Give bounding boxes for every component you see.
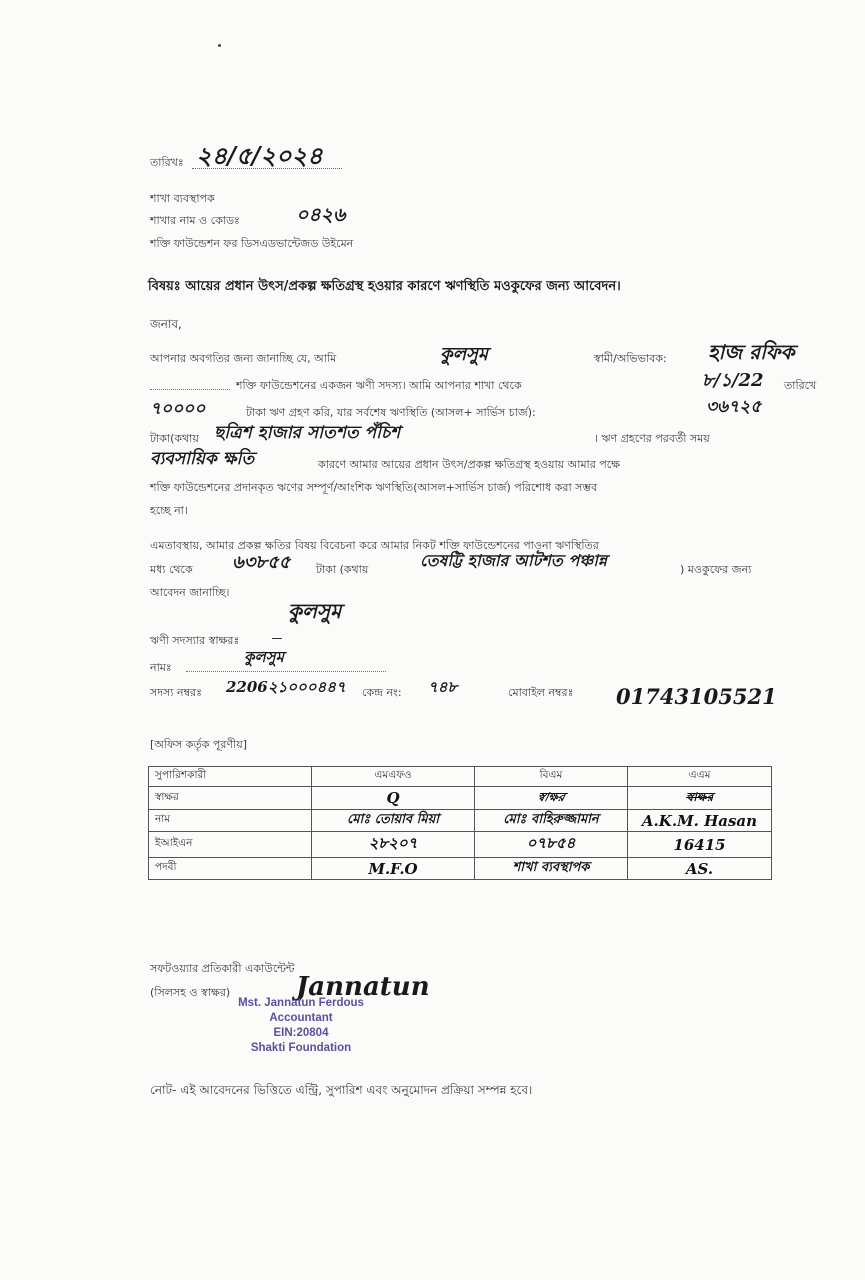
accountant-line-1: সফটওয়্যার প্রতিকারী একাউন্টেন্ট [150, 962, 295, 975]
p2-line-2b: টাকা (কথায় [316, 563, 369, 576]
body-line-2: শক্তি ফাউন্ডেশনের একজন ঋণী সদস্য। আমি আপনার শাখা থেকে [150, 377, 522, 397]
am-name: A.K.M. Hasan [628, 810, 772, 832]
date-value: ২৪/৫/২০২৪ [196, 141, 323, 170]
mfo-signature: Q [312, 787, 475, 810]
body-line-6: শক্তি ফাউন্ডেশনের প্রদানকৃত ঋণের সম্পূর্ণ/আংশিক ঋণস্থিতি(আসল+সার্ভিস চার্জ) পরিশোধ করা সম্ভব [150, 481, 598, 494]
stamp-name: Mst. Jannatun Ferdous [238, 997, 364, 1009]
mobile-number-hand: 01743105521 [616, 684, 777, 709]
footer-note: নোট- এই আবেদনের ভিত্তিতে এন্ট্রি, সুপারিশ এবং অনুমোদন প্রক্রিয়া সম্পন্ন হবে। [150, 1083, 533, 1097]
am-designation: AS. [628, 858, 772, 880]
office-row-signature [149, 787, 772, 810]
body-line-4a: টাকা(কথায় [150, 432, 199, 445]
p2-line-2a: মধ্য থেকে [150, 563, 193, 576]
member-number-hand: 2206২১০০০৪৪৭ [226, 678, 346, 696]
body-line-1a: আপনার অবগতির জন্য জানাচ্ছি যে, আমি [150, 352, 337, 365]
center-number-hand: ৭৪৮ [428, 678, 458, 696]
office-row-label: পদবী [149, 858, 312, 880]
am-signature [628, 787, 772, 810]
dots-line-2 [150, 389, 230, 390]
manager-line: শাখা ব্যবস্থাপক [150, 192, 215, 205]
bm-name: মোঃ বাহিরুজ্জামান [475, 810, 628, 832]
mobile-label: মোবাইল নম্বরঃ [508, 686, 574, 699]
bm-ein: ০৭৮৫৪ [475, 832, 628, 858]
body-line-4b: । ঋণ গ্রহণের পরবর্তী সময় [594, 432, 710, 445]
accountant-line-2: (সিলসহ ও স্বাক্ষর) [150, 986, 231, 999]
member-number-label: সদস্য নম্বরঃ [150, 686, 202, 699]
office-table [148, 766, 772, 880]
member-name-label: নামঃ [150, 661, 172, 674]
am-ein: 16415 [628, 832, 772, 858]
stamp-ein: EIN:20804 [273, 1027, 329, 1039]
office-col-mfo: এমএফও [312, 767, 475, 787]
date-underline [192, 168, 342, 169]
office-row-label: ইআইএন [149, 832, 312, 858]
waiver-amount-hand: ৬৩৮৫৫ [232, 552, 291, 573]
branch-code: ০৪২৬ [296, 204, 346, 226]
mfo-designation: M.F.O [312, 858, 475, 880]
ink-dot [218, 44, 221, 47]
loan-date-hand: ৮/১/22 [702, 370, 764, 391]
member-sig-label: ঋণী সদস্যার স্বাক্ষরঃ [150, 634, 240, 647]
p2-line-2c: ) মওকুফের জন্য [680, 563, 752, 576]
balance-words-hand: ছত্রিশ হাজার সাতশত পঁচিশ [214, 423, 401, 443]
office-col-bm: বিএম [475, 767, 628, 787]
accountant-signature-hand: Jannatun [296, 972, 430, 1002]
accountant-stamp [226, 996, 376, 1056]
subject-line: বিষয়ঃ আয়ের প্রধান উৎস/প্রকল্প ক্ষতিগ্রস্থ হওয়ার কারণে ঋণস্থিতি মওকুফের জন্য আবেদন। [148, 279, 621, 294]
body-line-3: টাকা ঋণ গ্রহণ করি, যার সর্বশেষ ঋণস্থিতি (আসল+ সার্ভিস চার্জ): [246, 406, 536, 419]
office-row-ein [149, 832, 772, 858]
office-row-designation [149, 858, 772, 880]
office-col-am: এএম [628, 767, 772, 787]
office-row-label: স্বাক্ষর [149, 787, 312, 810]
member-signature-hand: কুলসুম [288, 599, 342, 623]
office-heading: [অফিস কর্তৃক পূরণীয়] [150, 738, 247, 751]
body-line-7: হচ্ছে না। [150, 504, 188, 517]
sig-dash [272, 638, 282, 639]
branch-label: শাখার নাম ও কোডঃ [150, 214, 240, 227]
body-line-2c: তারিখে [784, 379, 817, 392]
am-signature-scribble: স্বাক্ষর [685, 790, 714, 804]
date-label: তারিখঃ [150, 156, 184, 169]
mfo-ein: ২৮২০৭ [312, 832, 475, 858]
guardian-name-hand: হাজ রফিক [708, 340, 795, 364]
salutation: জনাব, [150, 317, 182, 331]
office-header-row [149, 767, 772, 787]
body-line-1b: স্বামী/অভিভাবক: [594, 352, 667, 365]
mfo-name: মোঃ তোয়াব মিয়া [312, 810, 475, 832]
office-row-name [149, 810, 772, 832]
p2-line-1: এমতাবস্থায়, আমার প্রকল্প ক্ষতির বিষয় বিবেচনা করে আমার নিকট শক্তি ফাউন্ডেশনের পাওনা ঋণস্থিতির [150, 539, 599, 552]
bm-signature [475, 787, 628, 810]
org-line: শক্তি ফাউন্ডেশন ফর ডিসএডভান্টেজড উইমেন [150, 237, 354, 250]
p2-line-3: আবেদন জানাচ্ছি। [150, 586, 230, 599]
name-dots [186, 671, 386, 672]
center-label: কেন্দ্র নং: [362, 686, 402, 699]
bm-signature-scribble: স্বাক্ষর [536, 790, 567, 804]
bm-designation: শাখা ব্যবস্থাপক [475, 858, 628, 880]
waiver-words-hand: তেষট্টি হাজার আটশত পঞ্চান্ন [420, 551, 607, 570]
body-line-5: কারণে আমার আয়ের প্রধান উৎস/প্রকল্প ক্ষতিগ্রস্থ হওয়ায় আমার পক্ষে [318, 458, 621, 471]
stamp-title: Accountant [269, 1012, 333, 1024]
loan-balance-hand: ৩৬৭২৫ [706, 397, 762, 417]
office-col-recommender: সুপারিশকারী [149, 767, 312, 787]
borrower-name-hand: কুলসুম [440, 344, 488, 365]
loss-cause-hand: ব্যবসায়িক ক্ষতি [150, 449, 255, 469]
stamp-org: Shakti Foundation [250, 1042, 352, 1054]
member-name-hand: কুলসুম [244, 648, 284, 666]
loan-amount-hand: ৭০০০০ [150, 399, 206, 419]
office-row-label: নাম [149, 810, 312, 832]
